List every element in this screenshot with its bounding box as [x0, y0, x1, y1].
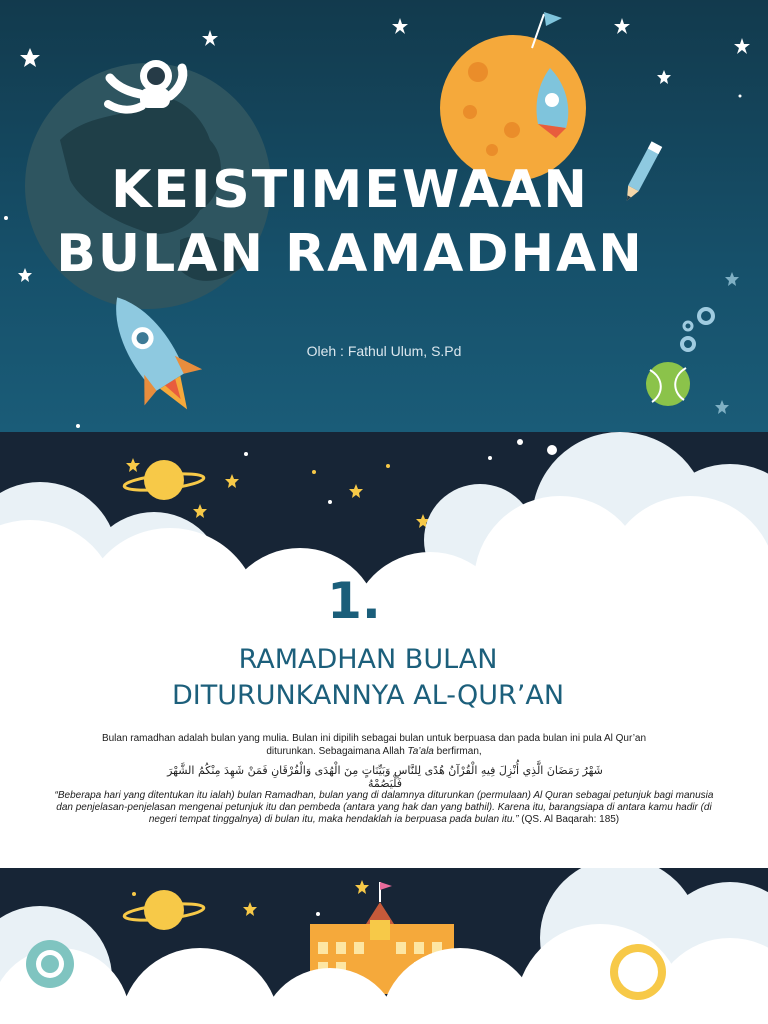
content-slide — [0, 432, 768, 868]
title-line-2: BULAN RAMADHAN — [56, 224, 644, 284]
intro-text: diturunkan. Sebagaimana Allah — [266, 746, 408, 757]
star-icon — [614, 18, 630, 34]
star-icon — [715, 400, 729, 414]
school-illustration — [0, 868, 768, 1024]
translation-text: “Beberapa hari yang ditentukan itu ialah) bulan Ramadhan, bulan yang di dalamnya diturunkan (permulaan) Al Quran sebagai petunjuk bagi manusia dan penjelasan-penjelasan mengenai petunjuk itu dan pembeda (antara yang hak dan yang bathil). Karena itu, barangsiapa di antara kamu hadir (di negeri tempat tinggalnya) di bulan itu, maka hendaklah ia berpuasa pada bulan itu.” — [54, 790, 714, 825]
gear-icon — [610, 944, 666, 1000]
title-line-1: KEISTIMEWAAN — [111, 160, 589, 220]
partial-slide — [0, 868, 768, 1024]
star-icon — [355, 880, 369, 894]
star-icon — [225, 474, 239, 488]
section-heading — [0, 642, 736, 714]
star-icon — [349, 484, 363, 498]
tennis-ball-icon — [646, 362, 690, 406]
star-icon — [193, 504, 207, 518]
star-icon — [20, 48, 40, 67]
orange-planet-illustration — [440, 12, 586, 181]
star-icon — [734, 38, 750, 54]
intro-text-end: berfirman, — [433, 746, 482, 757]
intro-line-1: Bulan ramadhan adalah bulan yang mulia. Bulan ini dipilih sebagai bulan untuk berpuasa dan pada bulan ini pula Al Qur’an — [101, 733, 647, 744]
ringed-planet-icon — [123, 890, 204, 930]
intro-italic: Ta’ala — [407, 746, 434, 757]
heading-line-2: DITURUNKANNYA AL-QUR’AN — [171, 680, 565, 711]
star-icon — [243, 902, 257, 916]
intro-paragraph — [80, 732, 668, 758]
star-icon — [392, 18, 408, 34]
author-line: Oleh : Fathul Ulum, S.Pd — [306, 343, 462, 359]
presentation-title — [0, 158, 700, 286]
translation-source: (QS. Al Baqarah: 185) — [518, 814, 620, 825]
title-slide — [0, 0, 768, 432]
arabic-verse: شَهْرُ رَمَضَانَ الَّذِي أُنْزِلَ فِيهِ الْقُرْآنُ هُدًى لِلنَّاسِ وَبَيِّنَاتٍ مِنَ الْهُدَى وَالْفُرْقَانِ فَمَنْ شَهِدَ مِنْكُمُ الشَّهْرَ فَلْيَصُمْهُ — [167, 764, 603, 790]
intro-line-2 — [80, 745, 668, 758]
verse-translation — [52, 790, 716, 826]
star-icon — [202, 30, 218, 46]
star-icon — [657, 70, 671, 84]
gear-icon — [26, 940, 74, 988]
section-number: 1. — [327, 572, 381, 630]
heading-line-1: RAMADHAN BULAN — [238, 644, 498, 675]
star-icon — [725, 272, 739, 286]
star-icon — [126, 458, 140, 472]
